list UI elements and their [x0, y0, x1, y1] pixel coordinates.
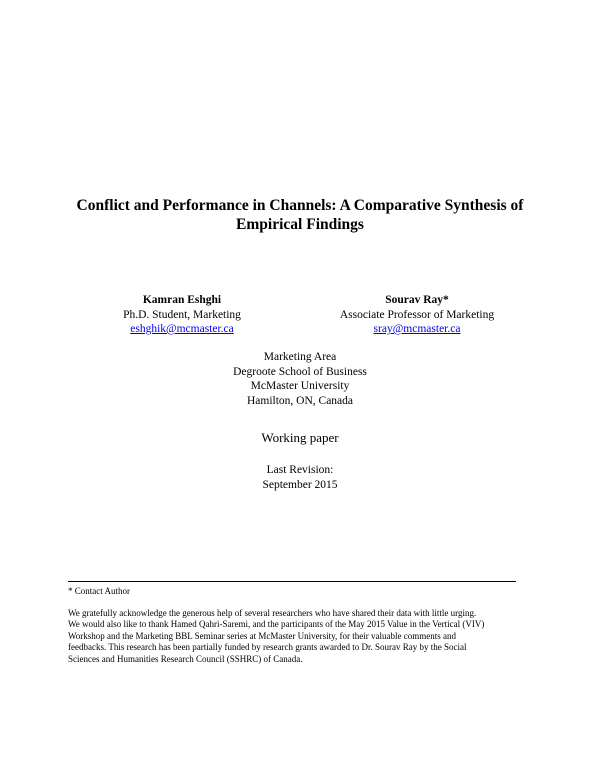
author-email-link[interactable]: eshghik@mcmaster.ca — [130, 323, 234, 335]
acknowledgement-paragraph — [68, 608, 538, 665]
affiliation-line: Degroote School of Business — [233, 365, 367, 378]
author-role: Associate Professor of Marketing — [339, 308, 495, 321]
contact-author-footnote: * Contact Author — [68, 586, 130, 596]
paper-title-line-1: Conflict and Performance in Channels: A Comparative Synthesis of — [76, 197, 524, 214]
affiliation-line: McMaster University — [250, 380, 350, 392]
acknowledgement-line: We would also like to thank Hamed Qahri-Saremi, and the participants of the May 2015 Value in the Vertical (VIV) — [68, 619, 485, 630]
affiliation-block — [150, 350, 450, 408]
author-email-link[interactable]: sray@mcmaster.ca — [373, 323, 461, 335]
acknowledgement-line: Sciences and Humanities Research Council (SSHRC) of Canada. — [68, 653, 303, 664]
author-name: Kamran Eshghi — [142, 294, 222, 306]
author-block-eshghi — [62, 293, 302, 337]
acknowledgement-line: Workshop and the Marketing BBL Seminar series at McMaster University, for their valuable comments and — [68, 630, 457, 641]
acknowledgement-line: feedbacks. This research has been partially funded by research grants awarded to Dr. Sourav Ray by the Social — [68, 642, 467, 653]
working-paper-label: Working paper — [261, 430, 339, 445]
affiliation-line: Marketing Area — [263, 351, 337, 363]
revision-block — [150, 463, 450, 492]
author-role: Ph.D. Student, Marketing — [123, 308, 241, 321]
revision-date: September 2015 — [262, 478, 338, 491]
paper-title-line-2: Empirical Findings — [236, 216, 364, 233]
author-block-ray — [297, 293, 537, 337]
paper-title — [40, 196, 560, 234]
acknowledgement-line: We gratefully acknowledge the generous help of several researchers who have shared their data with little urging. — [68, 608, 477, 618]
affiliation-line: Hamilton, ON, Canada — [246, 394, 354, 407]
author-name: Sourav Ray* — [385, 294, 449, 306]
footnote-divider — [68, 581, 516, 582]
revision-label: Last Revision: — [266, 464, 334, 476]
